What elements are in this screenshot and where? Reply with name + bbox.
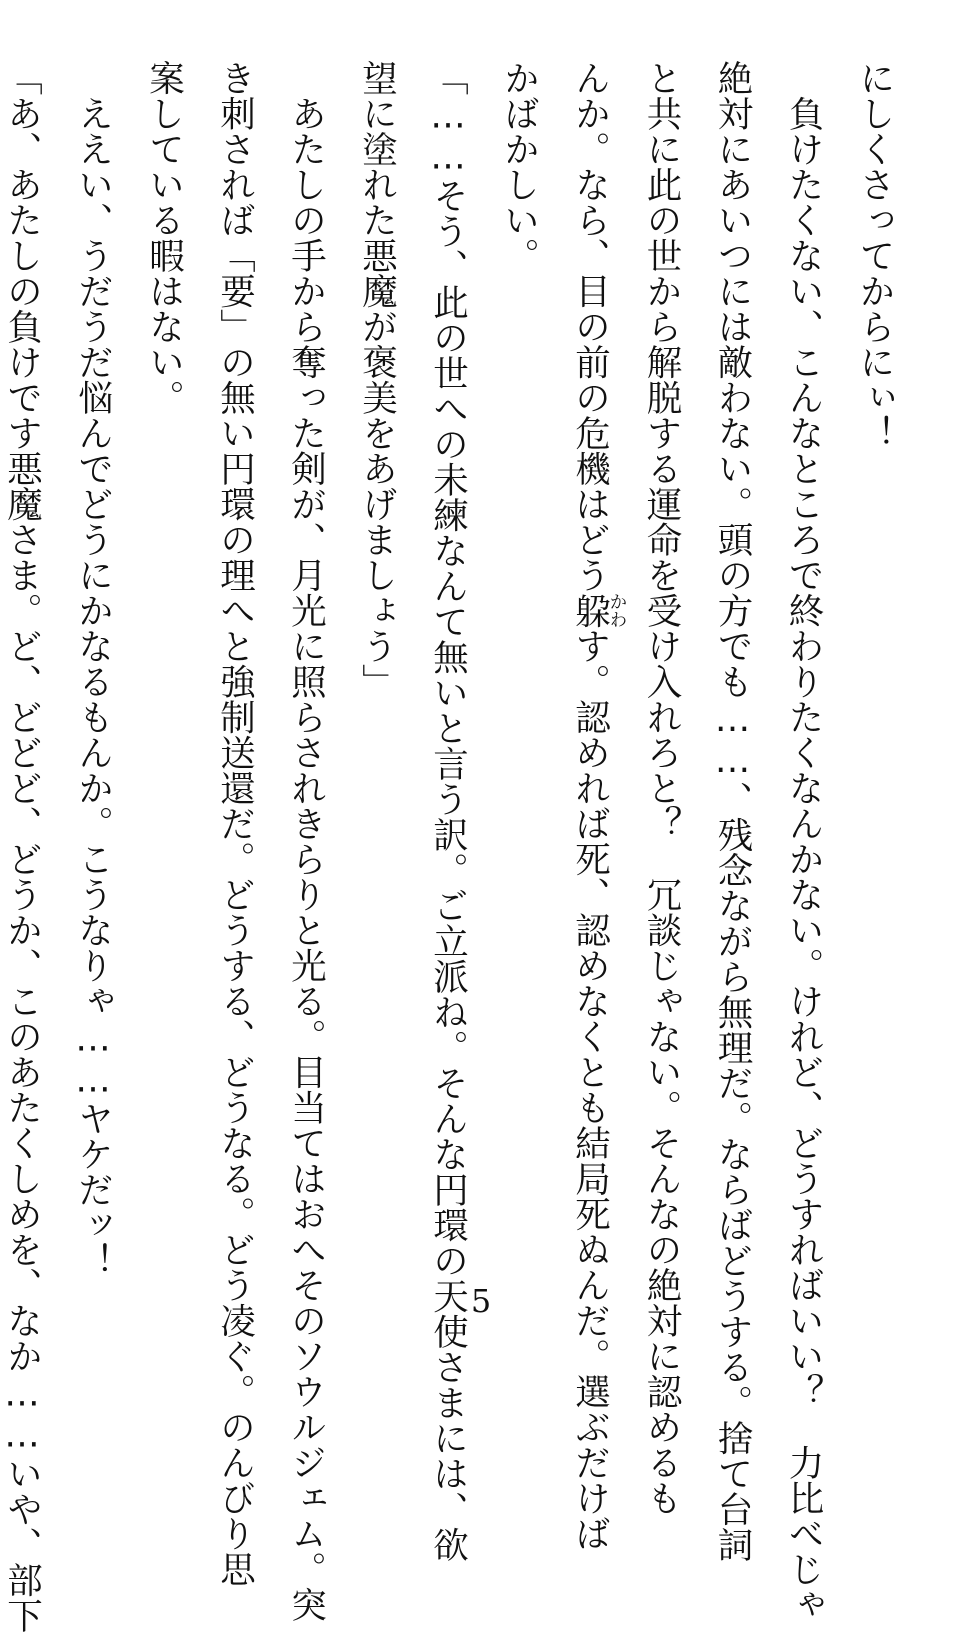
ruby-reading: かわ — [607, 592, 627, 628]
text-line-1: にしくさってからにぃ！ — [854, 60, 895, 451]
ruby-base: 躱 — [569, 592, 611, 628]
text-line-11: 案している暇はない。 — [143, 60, 185, 415]
text-line-10: き刺されば「要」の無い円環の理へと強制送還だ。どうする、どうなる。どう凌ぐ。のんびり思 — [214, 60, 256, 1587]
text-line-12: ええい、うだうだ悩んでどうにかなるもんか。こうなりゃ……ヤケだッ！ — [72, 60, 114, 1278]
text-line-4: と共に此の世から解脱する運命を受け入れろと？ 冗談じゃない。そんなの絶対に認めるも — [641, 60, 682, 1516]
text-line-5-before-ruby: んか。なら、目の前の危機はどう — [569, 60, 611, 593]
text-line-7: 「……そう、此の世への未練なんて無いと言う訳。ご立派ね。そんな円環の天使さまには、欲 — [427, 60, 469, 1562]
text-line-13: 「あ、あたしの負けです悪魔さま。ど、どどど、どうか、このあたくしめを、なか……いや、部下 — [1, 60, 43, 1633]
text-line-5 — [555, 60, 627, 1551]
text-line-6: かばかしい。 — [498, 60, 540, 273]
vertical-text-body — [1, 60, 910, 1633]
page-number: 5 — [470, 1282, 492, 1320]
text-line-3: 絶対にあいつには敵わない。頭の方でも……、残念ながら無理だ。ならばどうする。捨て台詞 — [712, 60, 753, 1562]
text-line-8: 望に塗れた悪魔が褒美をあげましょう」 — [356, 60, 398, 699]
ruby-annotation — [569, 592, 627, 629]
text-line-9: あたしの手から奪った剣が、月光に照らされきらりと光る。目当てはおへそのソウルジェム。突 — [285, 60, 327, 1622]
text-line-2: 負けたくない、こんなところで終わりたくなんかない。けれど、どうすればいい？ 力比べじゃ — [783, 60, 824, 1622]
text-line-5-after-ruby: す。認めれば死、認めなくとも結局死ぬんだ。選ぶだけば — [569, 628, 611, 1551]
